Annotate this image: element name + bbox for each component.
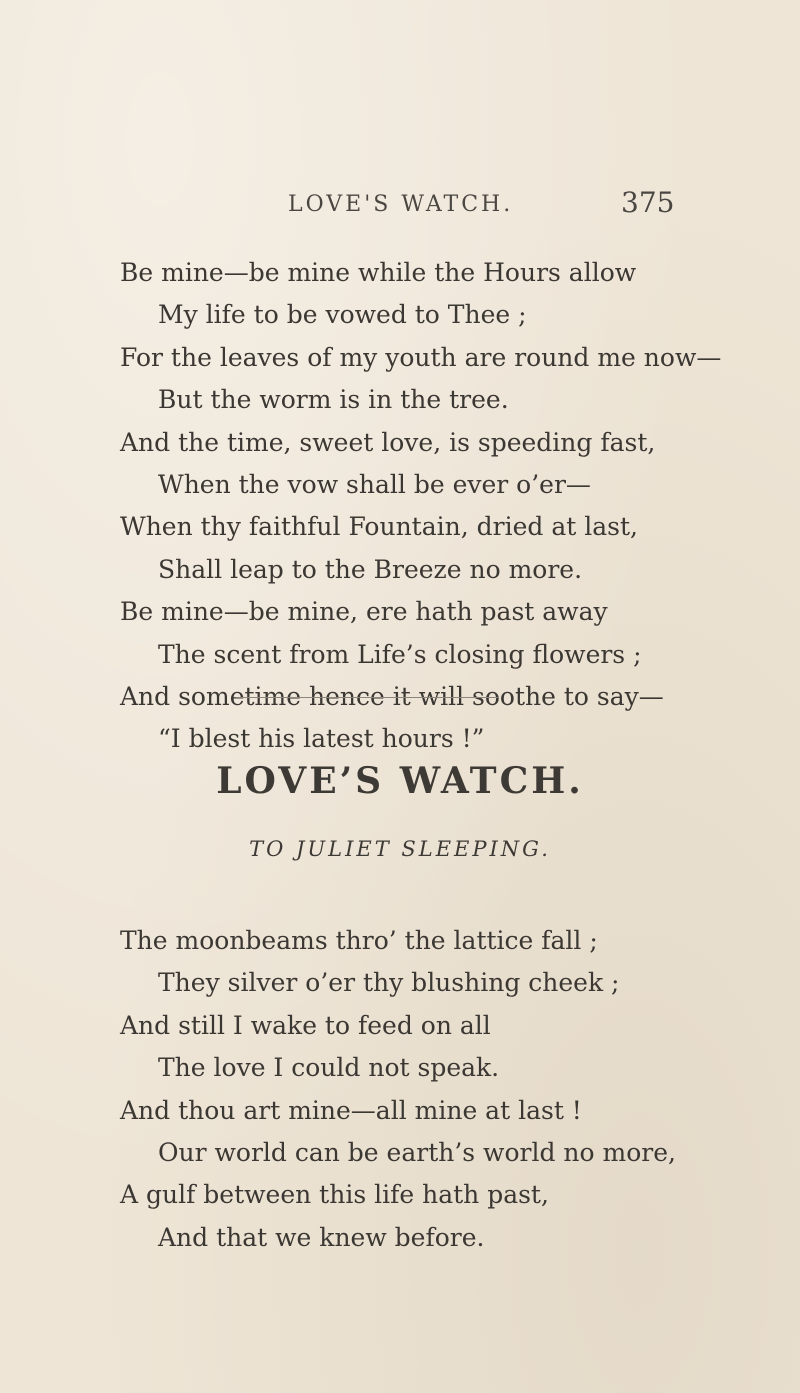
verse-line: And sometime hence it will soothe to say— xyxy=(120,681,664,711)
verse-line: For the leaves of my youth are round me now— xyxy=(120,342,722,372)
verse-line: When thy faithful Fountain, dried at last, xyxy=(120,512,638,542)
verse-line: When the vow shall be ever o’er— xyxy=(158,469,591,499)
poem-body xyxy=(0,920,800,1259)
verse-line: Be mine—be mine while the Hours allow xyxy=(120,258,637,287)
verse-line: And thou art mine—all mine at last ! xyxy=(120,1095,582,1125)
verse-line: Shall leap to the Breeze no more. xyxy=(158,554,583,584)
section-divider xyxy=(236,697,498,698)
verse-line: But the worm is in the tree. xyxy=(158,385,509,415)
verse-line: “I blest his latest hours !” xyxy=(158,724,485,754)
verse-line: The moonbeams thro’ the lattice fall ; xyxy=(120,926,598,955)
running-head: LOVE'S WATCH. xyxy=(288,192,514,217)
verse-line: And that we knew before. xyxy=(158,1222,485,1252)
verse-line: The scent from Life’s closing flowers ; xyxy=(158,639,642,669)
page-number: 375 xyxy=(621,186,675,219)
poem-subtitle: TO JULIET SLEEPING. xyxy=(249,837,551,861)
verse-line: The love I could not speak. xyxy=(158,1053,500,1083)
verse-line: Our world can be earth’s world no more, xyxy=(158,1137,676,1167)
poem-title: LOVE’S WATCH. xyxy=(216,760,584,802)
verse-line: And still I wake to feed on all xyxy=(120,1010,491,1040)
verse-line: They silver o’er thy blushing cheek ; xyxy=(158,968,620,998)
verse-line: Be mine—be mine, ere hath past away xyxy=(120,597,608,627)
verse-line: My life to be vowed to Thee ; xyxy=(158,300,527,330)
verse-line: A gulf between this life hath past, xyxy=(120,1180,549,1210)
poem-continued xyxy=(0,252,800,761)
verse-line: And the time, sweet love, is speeding fast, xyxy=(120,427,656,457)
